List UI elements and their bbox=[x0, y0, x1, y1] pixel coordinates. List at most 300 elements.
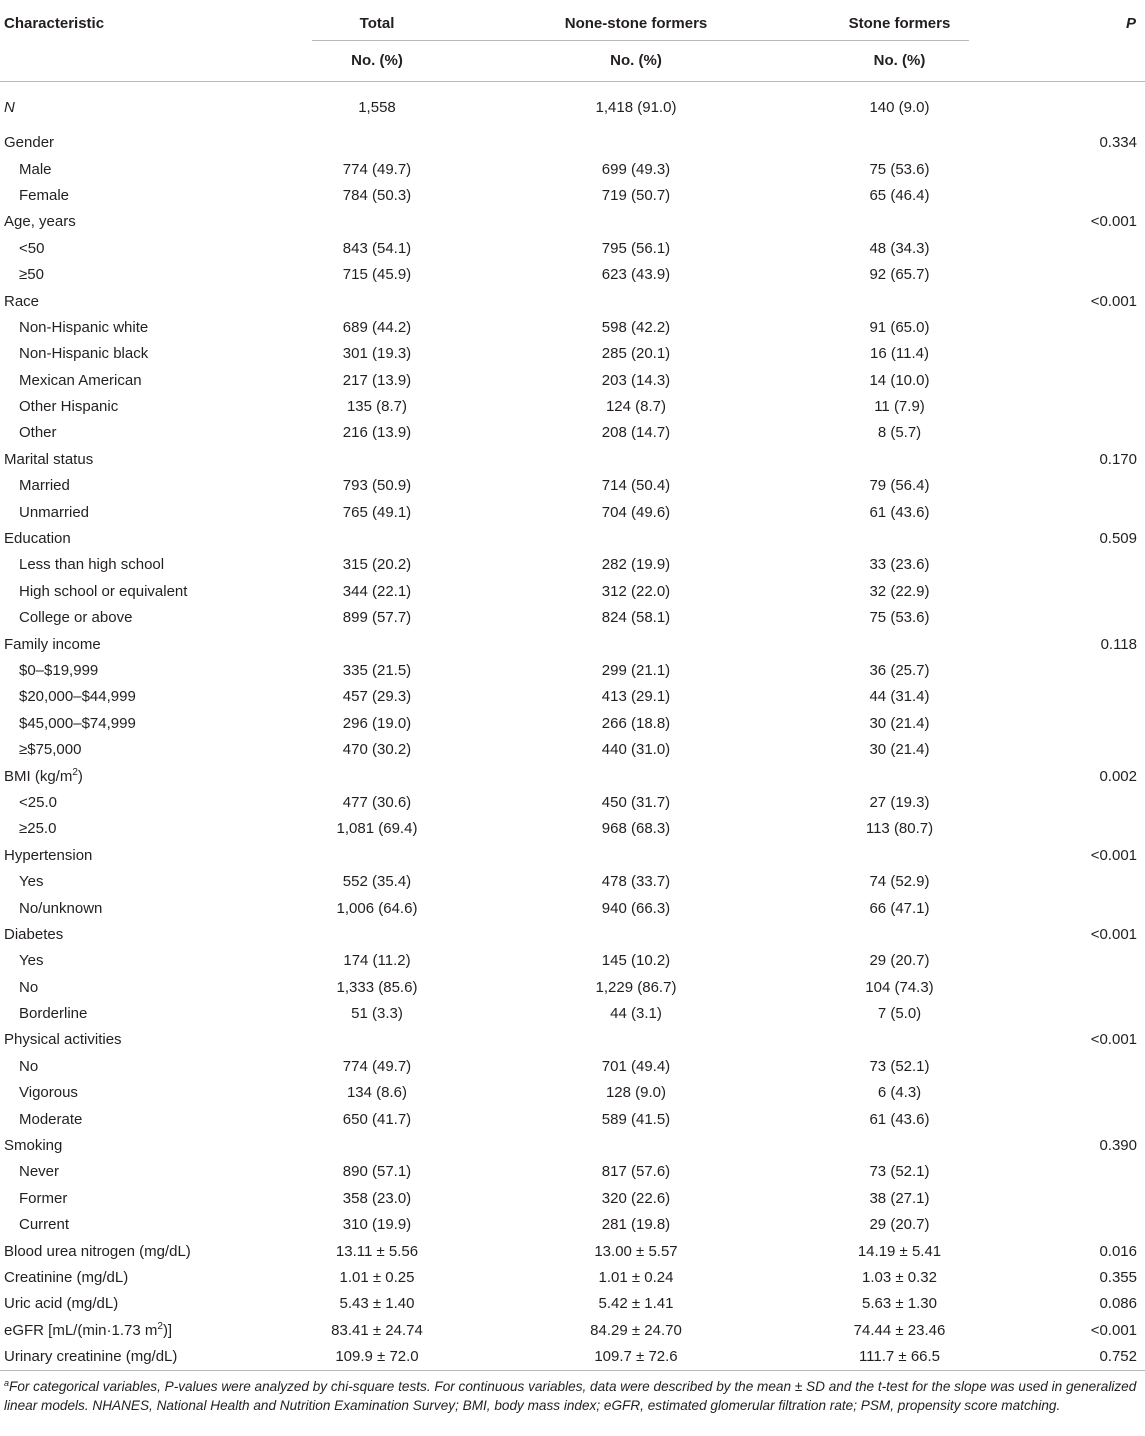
row-label-superscript: 2 bbox=[157, 1321, 163, 1333]
header-stone: Stone formers bbox=[830, 0, 969, 40]
cell-total: 296 (19.0) bbox=[342, 714, 412, 732]
row-label bbox=[0, 1106, 312, 1132]
cell-stone: 36 (25.7) bbox=[869, 662, 930, 679]
table-body bbox=[0, 81, 1145, 1370]
cell-p-value: 0.170 bbox=[1099, 450, 1137, 468]
table-row bbox=[0, 1106, 1145, 1132]
row-label bbox=[0, 81, 312, 130]
table-row bbox=[0, 525, 1145, 551]
row-label bbox=[0, 974, 312, 1000]
row-label bbox=[0, 235, 312, 261]
cell-total: 843 (54.1) bbox=[342, 239, 412, 257]
cell-total: 765 (49.1) bbox=[342, 503, 412, 521]
cell-stone: 29 (20.7) bbox=[869, 1216, 930, 1234]
cell-p-value: <0.001 bbox=[1090, 925, 1137, 943]
cell-total: 310 (19.9) bbox=[342, 1216, 412, 1234]
cell-stone: 66 (47.1) bbox=[869, 899, 930, 917]
cell-stone: 61 (43.6) bbox=[869, 503, 930, 521]
cell-p-value bbox=[969, 736, 1145, 762]
row-label-text: No bbox=[19, 978, 39, 996]
cell-none-stone: 44 (3.1) bbox=[610, 1005, 662, 1023]
table-row bbox=[0, 868, 1145, 894]
row-label-superscript: 2 bbox=[72, 767, 78, 779]
cell-stone: 74 (52.9) bbox=[869, 873, 930, 891]
row-label bbox=[0, 499, 312, 525]
row-label bbox=[0, 525, 312, 551]
cell-stone bbox=[830, 921, 969, 947]
row-label-text: Never bbox=[19, 1163, 60, 1181]
cell-stone: 27 (19.3) bbox=[869, 793, 930, 811]
cell-none-stone: 704 (49.6) bbox=[601, 503, 671, 521]
cell-stone: 16 (11.4) bbox=[870, 345, 929, 363]
row-label bbox=[0, 314, 312, 340]
cell-stone: 111.7 ± 66.5 bbox=[830, 1343, 969, 1370]
row-label bbox=[0, 657, 312, 683]
cell-none-stone: 1,229 (86.7) bbox=[595, 978, 677, 996]
cell-stone: 140 (9.0) bbox=[869, 99, 930, 116]
table-row bbox=[0, 1159, 1145, 1185]
row-label bbox=[0, 895, 312, 921]
cell-stone bbox=[830, 842, 969, 868]
table-row bbox=[0, 710, 1145, 736]
cell-stone: 30 (21.4) bbox=[869, 741, 930, 759]
cell-stone bbox=[830, 1132, 969, 1158]
cell-stone: 91 (65.0) bbox=[869, 318, 930, 336]
cell-total: 457 (29.3) bbox=[342, 688, 412, 706]
cell-total: 51 (3.3) bbox=[351, 1005, 403, 1023]
cell-none-stone: 145 (10.2) bbox=[601, 952, 671, 970]
cell-p-value: 0.752 bbox=[969, 1343, 1145, 1370]
row-label-text: Less than high school bbox=[19, 556, 165, 574]
row-label-text: Former bbox=[19, 1189, 68, 1207]
footnote-marker: a bbox=[4, 1378, 10, 1388]
table-row bbox=[0, 895, 1145, 921]
table-row bbox=[0, 1317, 1145, 1343]
table-row bbox=[0, 948, 1145, 974]
cell-total: 774 (49.7) bbox=[342, 1057, 412, 1075]
cell-p-value bbox=[969, 1106, 1145, 1132]
cell-stone: 92 (65.7) bbox=[869, 266, 930, 284]
cell-stone bbox=[830, 631, 969, 657]
cell-total: 715 (45.9) bbox=[342, 266, 412, 284]
cell-p-value bbox=[969, 1000, 1145, 1026]
table-row bbox=[0, 130, 1145, 156]
cell-stone: 6 (4.3) bbox=[877, 1084, 922, 1102]
cell-stone: 74.44 ± 23.46 bbox=[853, 1321, 946, 1339]
table-row bbox=[0, 156, 1145, 182]
table-row bbox=[0, 1343, 1145, 1370]
cell-none-stone: 795 (56.1) bbox=[601, 239, 671, 257]
cell-p-value bbox=[969, 341, 1145, 367]
cell-stone: 38 (27.1) bbox=[869, 1189, 930, 1207]
cell-none-stone: 312 (22.0) bbox=[601, 582, 671, 600]
row-label-text: High school or equivalent bbox=[19, 582, 188, 600]
cell-p-value: <0.001 bbox=[1090, 1031, 1137, 1049]
table-row bbox=[0, 631, 1145, 657]
cell-stone: 65 (46.4) bbox=[869, 186, 930, 204]
cell-total: 13.11 ± 5.56 bbox=[335, 1242, 419, 1260]
row-label bbox=[0, 1000, 312, 1026]
cell-stone bbox=[830, 525, 969, 551]
cell-none-stone: 450 (31.7) bbox=[601, 793, 671, 811]
cell-p-value: 0.390 bbox=[1099, 1137, 1137, 1155]
row-label bbox=[0, 288, 312, 314]
table-row bbox=[0, 552, 1145, 578]
cell-p-value bbox=[969, 974, 1145, 1000]
cell-p-value bbox=[969, 182, 1145, 208]
row-label bbox=[0, 1317, 312, 1343]
cell-total: 134 (8.6) bbox=[346, 1084, 408, 1102]
cell-none-stone: 623 (43.9) bbox=[601, 266, 671, 284]
row-label-tail: )] bbox=[162, 1322, 173, 1340]
row-label-text: $0–$19,999 bbox=[19, 662, 99, 679]
cell-none-stone: 285 (20.1) bbox=[601, 345, 671, 363]
row-label-text: Yes bbox=[19, 873, 44, 891]
table-header bbox=[0, 0, 1145, 81]
cell-p-value: 0.355 bbox=[1099, 1268, 1137, 1286]
cell-none-stone bbox=[442, 209, 830, 235]
table-row bbox=[0, 684, 1145, 710]
cell-p-value bbox=[969, 499, 1145, 525]
row-label bbox=[0, 1053, 312, 1079]
table-row bbox=[0, 235, 1145, 261]
table-row bbox=[0, 499, 1145, 525]
cell-none-stone: 13.00 ± 5.57 bbox=[594, 1242, 678, 1260]
cell-none-stone: 413 (29.1) bbox=[601, 688, 671, 706]
cell-p-value: <0.001 bbox=[1090, 213, 1137, 231]
row-label bbox=[0, 842, 312, 868]
row-label bbox=[0, 1080, 312, 1106]
table-row bbox=[0, 81, 1145, 130]
cell-p-value bbox=[969, 1159, 1145, 1185]
cell-p-value bbox=[969, 473, 1145, 499]
row-label bbox=[0, 473, 312, 499]
table-row bbox=[0, 209, 1145, 235]
cell-total: 216 (13.9) bbox=[342, 424, 412, 442]
row-label-text: No bbox=[19, 1057, 39, 1075]
cell-none-stone: 282 (19.9) bbox=[601, 556, 671, 574]
cell-p-value bbox=[969, 684, 1145, 710]
cell-none-stone: 128 (9.0) bbox=[605, 1084, 667, 1102]
row-label bbox=[0, 789, 312, 815]
cell-stone: 32 (22.9) bbox=[869, 582, 930, 600]
row-label bbox=[0, 420, 312, 446]
cell-none-stone: 968 (68.3) bbox=[601, 820, 671, 838]
row-label-text: N bbox=[4, 99, 15, 116]
cell-none-stone: 598 (42.2) bbox=[601, 318, 671, 336]
row-label-text: Female bbox=[19, 186, 70, 204]
cell-total: 5.43 ± 1.40 bbox=[339, 1295, 415, 1313]
cell-none-stone: 208 (14.7) bbox=[601, 424, 671, 442]
header-spacer bbox=[0, 40, 312, 81]
cell-p-value bbox=[969, 895, 1145, 921]
subheader-none-stone: No. (%) bbox=[442, 40, 830, 81]
table-row bbox=[0, 1000, 1145, 1026]
table-row bbox=[0, 1238, 1145, 1264]
row-label bbox=[0, 1159, 312, 1185]
cell-total: 217 (13.9) bbox=[342, 371, 412, 389]
cell-stone bbox=[830, 130, 969, 156]
cell-p-value bbox=[969, 816, 1145, 842]
row-label bbox=[0, 710, 312, 736]
cell-total bbox=[312, 130, 442, 156]
row-label-text: Family income bbox=[4, 635, 101, 653]
cell-stone: 73 (52.1) bbox=[869, 1163, 930, 1181]
cell-stone: 14.19 ± 5.41 bbox=[857, 1242, 942, 1260]
cell-p-value bbox=[969, 552, 1145, 578]
row-label bbox=[0, 605, 312, 631]
cell-p-value: <0.001 bbox=[1090, 846, 1137, 864]
table-row bbox=[0, 789, 1145, 815]
cell-stone: 61 (43.6) bbox=[869, 1110, 930, 1128]
cell-total: 890 (57.1) bbox=[342, 1163, 412, 1181]
row-label-text: ≥25.0 bbox=[19, 820, 57, 838]
cell-stone: 73 (52.1) bbox=[869, 1057, 930, 1075]
cell-total: 83.41 ± 24.74 bbox=[331, 1321, 423, 1339]
row-label-text: Age, years bbox=[4, 213, 76, 231]
cell-none-stone bbox=[442, 921, 830, 947]
cell-stone: 75 (53.6) bbox=[869, 160, 930, 178]
cell-total: 301 (19.3) bbox=[342, 345, 412, 363]
cell-stone: 75 (53.6) bbox=[869, 609, 930, 627]
cell-stone bbox=[830, 1027, 969, 1053]
cell-p-value bbox=[969, 81, 1145, 130]
cell-stone: 30 (21.4) bbox=[869, 714, 930, 732]
cell-total: 470 (30.2) bbox=[342, 741, 412, 759]
row-label-text: Diabetes bbox=[4, 925, 64, 943]
row-label-text: College or above bbox=[19, 609, 133, 627]
subheader-stone: No. (%) bbox=[830, 40, 969, 81]
row-label bbox=[0, 921, 312, 947]
table-row bbox=[0, 974, 1145, 1000]
cell-total: 1,333 (85.6) bbox=[336, 978, 418, 996]
cell-none-stone: 84.29 ± 24.70 bbox=[590, 1321, 682, 1339]
cell-total: 774 (49.7) bbox=[342, 160, 412, 178]
cell-none-stone bbox=[442, 446, 830, 472]
cell-stone: 48 (34.3) bbox=[869, 239, 930, 257]
cell-stone: 33 (23.6) bbox=[869, 556, 930, 574]
cell-total bbox=[312, 288, 442, 314]
cell-p-value: 0.002 bbox=[1099, 767, 1137, 785]
table-row bbox=[0, 314, 1145, 340]
cell-stone: 1.03 ± 0.32 bbox=[862, 1268, 937, 1286]
cell-p-value: 0.016 bbox=[1099, 1242, 1137, 1260]
cell-none-stone: 109.7 ± 72.6 bbox=[442, 1343, 830, 1370]
header-spacer bbox=[969, 40, 1145, 81]
cell-none-stone: 266 (18.8) bbox=[601, 714, 671, 732]
table-row bbox=[0, 182, 1145, 208]
row-label bbox=[0, 868, 312, 894]
cell-p-value bbox=[969, 1212, 1145, 1238]
cell-none-stone bbox=[442, 1132, 830, 1158]
row-label bbox=[0, 446, 312, 472]
cell-stone: 29 (20.7) bbox=[869, 952, 930, 970]
cell-p-value bbox=[969, 1185, 1145, 1211]
cell-total bbox=[312, 1027, 442, 1053]
footnote-text: For categorical variables, P-values were analyzed by chi-square tests. For continuous variables, data were described by the mean ± SD and the t-test for the slope was used in generalized linear models. NHANES, National Health and Nutrition Examination Survey; BMI, body mass index; eGFR, estimated glomerular filtration rate; PSM, propensity score matching. bbox=[4, 1379, 1137, 1413]
row-label bbox=[0, 156, 312, 182]
cell-none-stone: 701 (49.4) bbox=[601, 1057, 671, 1075]
row-label-tail: ) bbox=[77, 768, 83, 786]
cell-stone: 7 (5.0) bbox=[877, 1005, 922, 1023]
cell-none-stone: 1.01 ± 0.24 bbox=[598, 1268, 674, 1286]
row-label-text: Yes bbox=[19, 952, 44, 970]
row-label bbox=[0, 552, 312, 578]
row-label bbox=[0, 1212, 312, 1238]
cell-p-value: 0.118 bbox=[1100, 635, 1137, 653]
cell-p-value bbox=[969, 156, 1145, 182]
cell-none-stone: 299 (21.1) bbox=[601, 662, 671, 679]
cell-total: 552 (35.4) bbox=[342, 873, 412, 891]
cell-total bbox=[312, 1132, 442, 1158]
row-label bbox=[0, 1291, 312, 1317]
row-label-text: Gender bbox=[4, 134, 55, 152]
cell-p-value bbox=[969, 868, 1145, 894]
row-label bbox=[0, 948, 312, 974]
cell-stone: 44 (31.4) bbox=[869, 688, 930, 706]
row-label-text: Mexican American bbox=[19, 371, 142, 389]
row-label-text: Physical activities bbox=[4, 1031, 122, 1049]
cell-p-value bbox=[969, 235, 1145, 261]
table-row bbox=[0, 657, 1145, 683]
table-row bbox=[0, 1053, 1145, 1079]
header-p: P bbox=[1125, 15, 1136, 32]
cell-total bbox=[312, 763, 442, 789]
row-label-text: <50 bbox=[19, 239, 45, 257]
row-label bbox=[0, 816, 312, 842]
cell-stone: 5.63 ± 1.30 bbox=[862, 1295, 937, 1313]
cell-total bbox=[312, 525, 442, 551]
cell-stone: 104 (74.3) bbox=[865, 978, 934, 996]
row-label-text: No/unknown bbox=[19, 899, 103, 917]
cell-none-stone bbox=[442, 763, 830, 789]
cell-total bbox=[312, 631, 442, 657]
row-label bbox=[0, 209, 312, 235]
table-row bbox=[0, 341, 1145, 367]
row-label bbox=[0, 393, 312, 419]
cell-total: 784 (50.3) bbox=[342, 186, 412, 204]
cell-none-stone: 5.42 ± 1.41 bbox=[598, 1295, 674, 1313]
cell-total bbox=[312, 842, 442, 868]
cell-total: 358 (23.0) bbox=[342, 1189, 412, 1207]
table-row bbox=[0, 393, 1145, 419]
row-label bbox=[0, 1343, 312, 1370]
cell-p-value bbox=[969, 314, 1145, 340]
cell-total: 793 (50.9) bbox=[342, 477, 412, 495]
cell-p-value: 0.509 bbox=[1099, 530, 1137, 548]
row-label bbox=[0, 130, 312, 156]
cell-p-value bbox=[969, 948, 1145, 974]
cell-none-stone: 719 (50.7) bbox=[601, 186, 671, 204]
table-row bbox=[0, 736, 1145, 762]
cell-none-stone: 440 (31.0) bbox=[601, 741, 671, 759]
header-none-stone: None-stone formers bbox=[442, 0, 830, 40]
cell-p-value bbox=[969, 710, 1145, 736]
cell-p-value bbox=[969, 367, 1145, 393]
cell-p-value: 0.334 bbox=[1099, 134, 1137, 152]
row-label-text: Non-Hispanic white bbox=[19, 318, 149, 336]
cell-p-value: <0.001 bbox=[1090, 1321, 1137, 1339]
cell-total: 344 (22.1) bbox=[342, 582, 412, 600]
cell-none-stone: 281 (19.8) bbox=[601, 1216, 671, 1234]
row-label-text: <25.0 bbox=[19, 793, 57, 811]
row-label-text: ≥$75,000 bbox=[19, 741, 82, 759]
row-label-text: Uric acid (mg/dL) bbox=[4, 1295, 119, 1313]
cell-total: 315 (20.2) bbox=[342, 556, 412, 574]
cell-none-stone: 203 (14.3) bbox=[601, 371, 671, 389]
cell-p-value bbox=[969, 605, 1145, 631]
table-row bbox=[0, 1185, 1145, 1211]
cell-none-stone: 1,418 (91.0) bbox=[595, 99, 677, 116]
table-row bbox=[0, 1291, 1145, 1317]
table-row bbox=[0, 288, 1145, 314]
table-row bbox=[0, 763, 1145, 789]
row-label-text: Non-Hispanic black bbox=[19, 345, 149, 363]
cell-stone: 113 (80.7) bbox=[865, 820, 934, 838]
cell-none-stone: 124 (8.7) bbox=[605, 398, 667, 416]
row-label-text: Unmarried bbox=[19, 503, 90, 521]
cell-stone bbox=[830, 288, 969, 314]
cell-stone bbox=[830, 446, 969, 472]
cell-none-stone: 714 (50.4) bbox=[601, 477, 671, 495]
cell-total: 335 (21.5) bbox=[342, 662, 412, 679]
row-label bbox=[0, 261, 312, 287]
cell-none-stone bbox=[442, 525, 830, 551]
row-label bbox=[0, 341, 312, 367]
cell-stone bbox=[830, 209, 969, 235]
row-label-text: $45,000–$74,999 bbox=[19, 714, 136, 732]
cell-p-value bbox=[969, 789, 1145, 815]
table-row bbox=[0, 921, 1145, 947]
cell-total: 477 (30.6) bbox=[342, 793, 412, 811]
row-label bbox=[0, 182, 312, 208]
cell-none-stone bbox=[442, 631, 830, 657]
cell-p-value bbox=[969, 1080, 1145, 1106]
row-label-text: Male bbox=[19, 160, 52, 178]
cell-p-value bbox=[969, 1053, 1145, 1079]
table-row bbox=[0, 816, 1145, 842]
table-row bbox=[0, 367, 1145, 393]
table-row bbox=[0, 446, 1145, 472]
cell-stone: 79 (56.4) bbox=[869, 477, 930, 495]
cell-none-stone bbox=[442, 288, 830, 314]
cell-none-stone bbox=[442, 130, 830, 156]
row-label bbox=[0, 684, 312, 710]
row-label bbox=[0, 1185, 312, 1211]
cell-none-stone: 824 (58.1) bbox=[601, 609, 671, 627]
row-label-text: eGFR [mL/(min·1.73 m bbox=[4, 1322, 158, 1340]
table-footnote bbox=[4, 1374, 1140, 1415]
cell-none-stone: 320 (22.6) bbox=[601, 1189, 671, 1207]
table-row bbox=[0, 261, 1145, 287]
cell-p-value: <0.001 bbox=[1090, 292, 1137, 310]
row-label bbox=[0, 1027, 312, 1053]
cell-none-stone: 589 (41.5) bbox=[601, 1110, 671, 1128]
row-label-text: $20,000–$44,999 bbox=[19, 688, 136, 706]
header-total: Total bbox=[312, 0, 442, 40]
row-label bbox=[0, 1132, 312, 1158]
table-row bbox=[0, 1212, 1145, 1238]
row-label-text: Borderline bbox=[19, 1005, 88, 1023]
cell-total: 899 (57.7) bbox=[342, 609, 412, 627]
table-row bbox=[0, 1264, 1145, 1290]
table-row bbox=[0, 605, 1145, 631]
table-row bbox=[0, 1080, 1145, 1106]
cell-stone: 11 (7.9) bbox=[874, 398, 925, 416]
cell-total: 109.9 ± 72.0 bbox=[312, 1343, 442, 1370]
row-label-text: Vigorous bbox=[19, 1084, 78, 1102]
row-label bbox=[0, 736, 312, 762]
